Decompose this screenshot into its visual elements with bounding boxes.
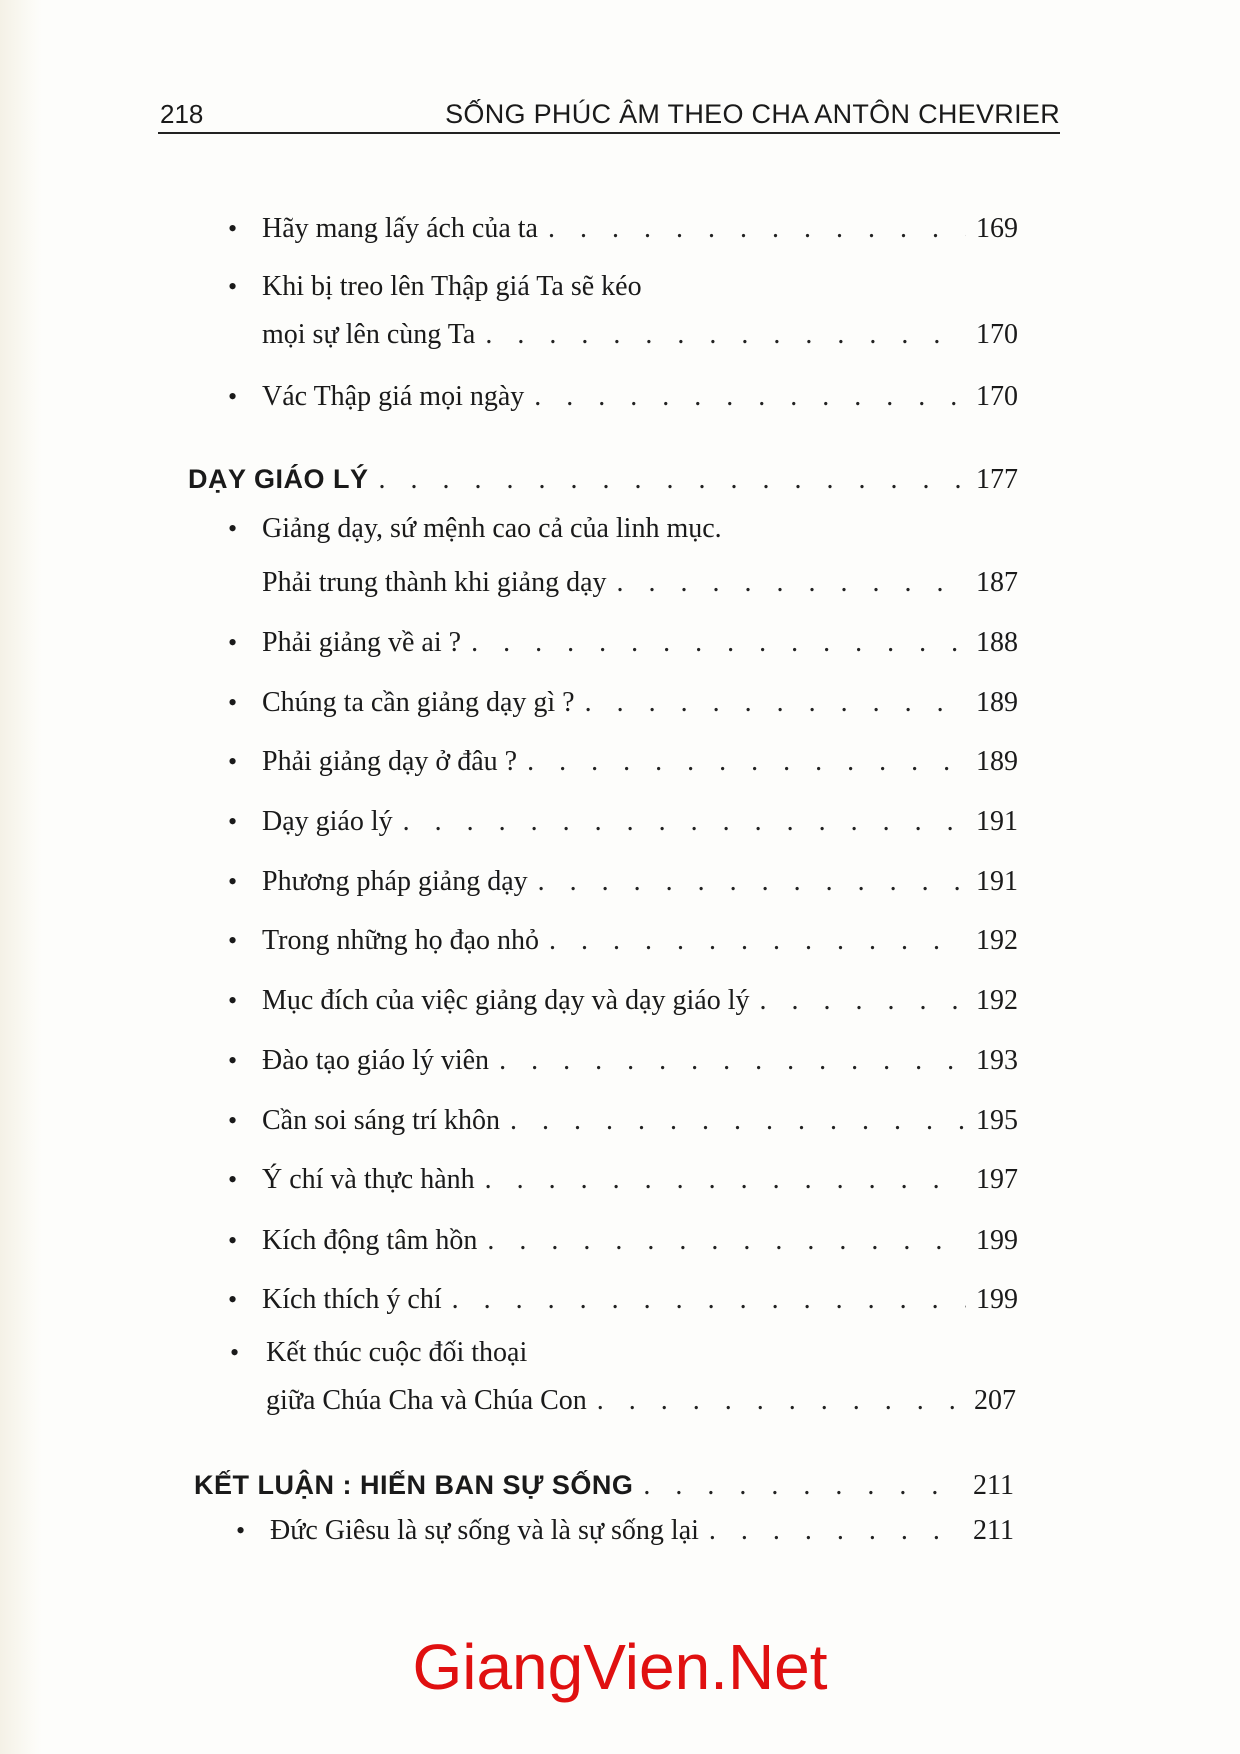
toc-entry-page: 193 [976, 1045, 1018, 1076]
toc-section-title: KẾT LUẬN : HIẾN BAN SỰ SỐNG [194, 1470, 634, 1500]
toc-entry-page: 169 [976, 213, 1018, 244]
leader-dots [549, 924, 966, 958]
leader-dots [452, 1283, 966, 1317]
toc-entry-title: Kích động tâm hồn [262, 1225, 478, 1256]
toc-entry-page: 170 [976, 381, 1018, 412]
toc-entry-title: Mục đích của việc giảng dạy và dạy giáo lý [262, 985, 750, 1016]
leader-dots [527, 745, 966, 779]
leader-dots [709, 1514, 963, 1548]
toc-entry [228, 984, 1018, 1018]
toc-entry-title: Phải trung thành khi giảng dạy [262, 567, 607, 598]
leader-dots [403, 805, 966, 839]
leader-dots [485, 1163, 966, 1197]
bullet-icon: • [228, 747, 238, 776]
toc-entry-title: Phải giảng về ai ? [262, 627, 462, 658]
leader-dots [379, 463, 966, 497]
bullet-icon: • [228, 867, 238, 896]
leader-dots [597, 1384, 964, 1418]
toc-entry [228, 1104, 1018, 1138]
toc-entry [228, 380, 1018, 414]
page-number: 218 [160, 99, 204, 129]
bullet-icon: • [228, 1165, 238, 1194]
toc-entry-page: 197 [976, 1164, 1018, 1195]
toc-entry-page: 188 [976, 627, 1018, 658]
bullet-icon: • [228, 986, 238, 1015]
bullet-icon: • [228, 926, 238, 955]
toc-section [188, 462, 1018, 497]
bullet-icon: • [228, 382, 238, 411]
bullet-icon: • [228, 1106, 238, 1135]
toc-entry-title: Chúng ta cần giảng dạy gì ? [262, 687, 575, 718]
bullet-icon: • [228, 514, 238, 543]
toc-entry-page: 187 [976, 567, 1018, 598]
watermark-logo-text: GiangVien.Net [412, 1631, 828, 1703]
leader-dots [548, 212, 966, 246]
toc-entry-page: 191 [976, 806, 1018, 837]
toc-entry [228, 1044, 1018, 1078]
leader-dots [585, 686, 966, 720]
bullet-icon: • [236, 1516, 246, 1545]
toc-section-page: 177 [976, 464, 1018, 495]
toc-entry-title: Phải giảng dạy ở đâu ? [262, 746, 518, 777]
leader-dots [643, 1469, 963, 1503]
toc-entry-line1: Giảng dạy, sứ mệnh cao cả của linh mục. [262, 513, 722, 544]
running-title: SỐNG PHÚC ÂM THEO CHA ANTÔN CHEVRIER [445, 99, 1060, 129]
leader-dots [617, 566, 966, 600]
toc-entry [228, 1163, 1018, 1197]
leader-dots [538, 865, 966, 899]
toc-entry-page: 199 [976, 1225, 1018, 1256]
toc-entry [228, 1224, 1018, 1258]
toc-entry [228, 805, 1018, 839]
toc-section [194, 1468, 1014, 1503]
toc-entry [262, 318, 1018, 352]
toc-entry-page: 199 [976, 1284, 1018, 1315]
bullet-icon: • [228, 688, 238, 717]
toc-entry-title: mọi sự lên cùng Ta [262, 319, 476, 350]
toc-entry-page: 189 [976, 687, 1018, 718]
leader-dots [471, 626, 966, 660]
bullet-icon: • [228, 1226, 238, 1255]
leader-dots [760, 984, 967, 1018]
toc-entry [228, 686, 1018, 720]
toc-entry [266, 1384, 1016, 1418]
toc-entry [228, 924, 1018, 958]
toc-entry [262, 566, 1018, 600]
toc-entry-title: Phương pháp giảng dạy [262, 866, 528, 897]
toc-entry-page: 192 [976, 985, 1018, 1016]
toc-entry-title: Ý chí và thực hành [262, 1164, 475, 1195]
toc-entry-title: giữa Chúa Cha và Chúa Con [266, 1385, 587, 1416]
toc-entry-title: Trong những họ đạo nhỏ [262, 925, 540, 956]
toc-entry [228, 865, 1018, 899]
toc-entry-line1: Kết thúc cuộc đối thoại [266, 1337, 528, 1368]
toc-entry-line1: Khi bị treo lên Thập giá Ta sẽ kéo [262, 271, 642, 302]
book-spine-shadow [0, 0, 42, 1754]
bullet-icon: • [228, 272, 238, 301]
toc-entry-title: Cần soi sáng trí khôn [262, 1105, 500, 1136]
bullet-icon: • [230, 1338, 240, 1367]
toc-entry-page: 191 [976, 866, 1018, 897]
toc-entry-page: 211 [973, 1515, 1014, 1546]
leader-dots [485, 318, 966, 352]
bullet-icon: • [228, 628, 238, 657]
toc-entry-title: Hãy mang lấy ách của ta [262, 213, 538, 244]
toc-entry-page: 192 [976, 925, 1018, 956]
leader-dots [499, 1044, 966, 1078]
toc-entry-title: Kích thích ý chí [262, 1284, 442, 1315]
bullet-icon: • [228, 1046, 238, 1075]
toc-entry-page: 170 [976, 319, 1018, 350]
toc-entry-title: Vác Thập giá mọi ngày [262, 381, 525, 412]
toc-entry-page: 207 [974, 1385, 1016, 1416]
toc-entry [228, 745, 1018, 779]
page-header [158, 90, 1060, 134]
bullet-icon: • [228, 1285, 238, 1314]
toc-entry [228, 1283, 1018, 1317]
leader-dots [534, 380, 966, 414]
toc-entry [236, 1514, 1014, 1548]
toc-entry-page: 189 [976, 746, 1018, 777]
toc-entry-page: 195 [976, 1105, 1018, 1136]
leader-dots [510, 1104, 966, 1138]
toc-entry-title: Đức Giêsu là sự sống và là sự sống lại [270, 1515, 699, 1546]
bullet-icon: • [228, 214, 238, 243]
toc-section-page: 211 [973, 1470, 1014, 1501]
leader-dots [487, 1224, 966, 1258]
toc-section-title: DẠY GIÁO LÝ [188, 464, 369, 494]
toc-entry [228, 626, 1018, 660]
toc-entry [228, 212, 1018, 246]
toc-entry-title: Dạy giáo lý [262, 806, 393, 837]
bullet-icon: • [228, 807, 238, 836]
toc-entry-title: Đào tạo giáo lý viên [262, 1045, 490, 1076]
